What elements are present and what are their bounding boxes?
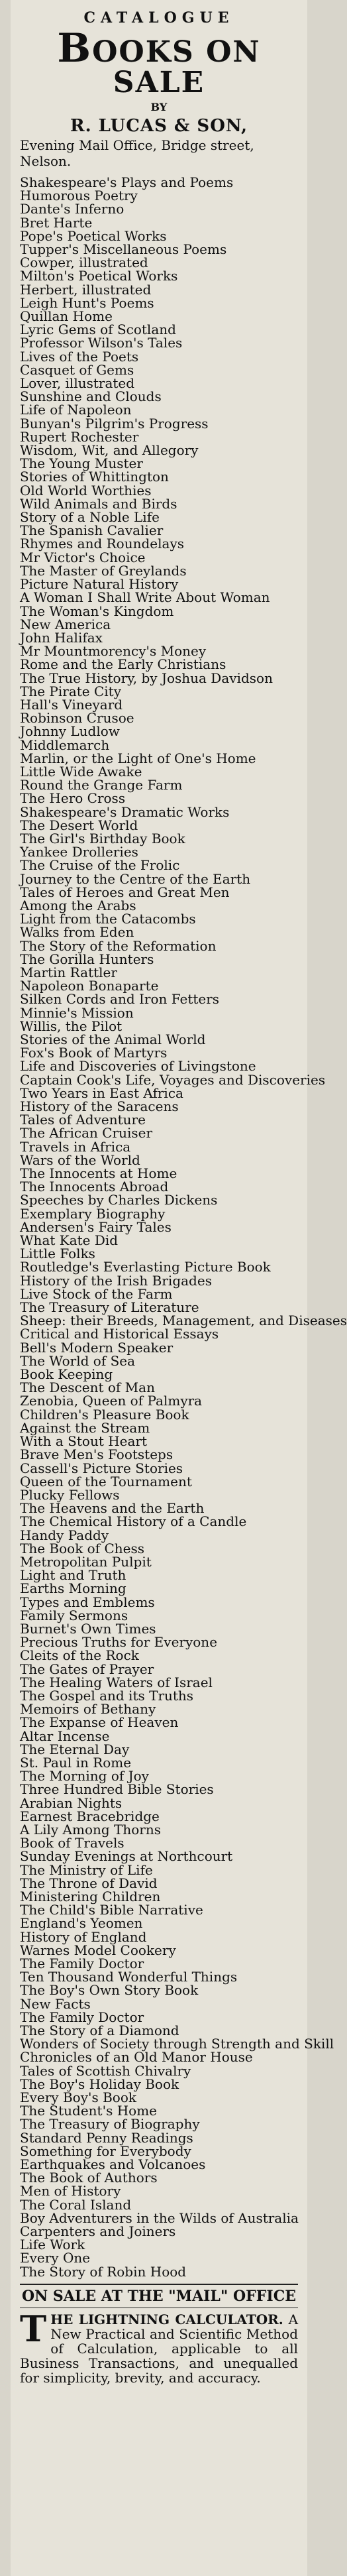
book-title: The Story of the Reformation: [20, 937, 217, 954]
drop-cap: T: [20, 2307, 47, 2350]
book-title: The Chemical History of a Candle: [20, 1513, 247, 1530]
book-title: Routledge's Everlasting Picture Book: [20, 1259, 271, 1275]
book-title: Men of History: [20, 2183, 121, 2199]
book-title: Live Stock of the Farm: [20, 1285, 173, 1302]
book-title: Shakespeare's Plays and Poems: [20, 174, 234, 190]
book-title: Zenobia, Queen of Palmyra: [20, 1393, 203, 1409]
book-title: Willis, the Pilot: [20, 1018, 123, 1034]
book-title-list: [20, 174, 347, 2280]
book-title: Tupper's Miscellaneous Poems: [20, 241, 227, 258]
calculator-advert: [20, 2307, 299, 2386]
book-title: The Descent of Man: [20, 1379, 155, 1396]
catalogue-heading: CATALOGUE: [83, 9, 234, 27]
book-title: Herbert, illustrated: [20, 281, 152, 298]
book-title: Cowper, illustrated: [20, 255, 148, 271]
book-title: John Halifax: [20, 629, 103, 646]
book-title: The Innocents at Home: [20, 1165, 177, 1182]
book-title: The Innocents Abroad: [20, 1179, 169, 1195]
book-title: Cassell's Picture Stories: [20, 1460, 183, 1476]
book-title: Cleits of the Rock: [20, 1647, 139, 1664]
publisher-name: R. LUCAS & SON,: [70, 116, 248, 136]
book-title: Rhymes and Roundelays: [20, 536, 185, 552]
book-title: Handy Paddy: [20, 1527, 109, 1543]
book-title: Pope's Poetical Works: [20, 227, 167, 244]
book-title: Little Folks: [20, 1246, 95, 1262]
book-title: Altar Incense: [20, 1727, 110, 1744]
book-title: The Treasury of Literature: [20, 1299, 199, 1316]
book-title: The Ministry of Life: [20, 1861, 153, 1878]
book-title: Plucky Fellows: [20, 1486, 120, 1503]
book-title: Every One: [20, 2250, 91, 2266]
book-title: New America: [20, 616, 111, 632]
book-title: The Gorilla Hunters: [20, 951, 154, 967]
books-on-sale-heading: BOOKS ON SALE: [57, 25, 261, 99]
book-title: Earthquakes and Volcanoes: [20, 2156, 206, 2173]
book-title: The Family Doctor: [20, 2009, 144, 2025]
book-title: Family Sermons: [20, 1607, 128, 1623]
book-title: Travels in Africa: [20, 1138, 131, 1155]
book-title: Every Boy's Book: [20, 2089, 137, 2106]
book-title: The Child's Bible Narrative: [20, 1902, 203, 1918]
book-title: Captain Cook's Life, Voyages and Discoveries: [20, 1071, 326, 1088]
book-title: Exemplary Biography: [20, 1205, 166, 1222]
book-title: A Woman I Shall Write About Woman: [20, 589, 270, 606]
book-title: Andersen's Fairy Tales: [20, 1218, 172, 1235]
book-title: Silken Cords and Iron Fetters: [20, 991, 220, 1008]
book-title: The Hero Cross: [20, 790, 126, 807]
book-title: Yankee Drolleries: [20, 844, 138, 860]
book-title: The African Cruiser: [20, 1125, 153, 1142]
book-title: Light from the Catacombs: [20, 911, 196, 927]
book-title: Ministering Children: [20, 1889, 161, 1904]
book-title: Boy Adventurers in the Wilds of Australia: [20, 2209, 299, 2226]
book-title: The Gates of Prayer: [20, 1661, 154, 1677]
book-title: Tales of Adventure: [20, 1112, 146, 1128]
book-title: Book of Travels: [20, 1835, 124, 1851]
book-title: Lyric Gems of Scotland: [20, 322, 176, 338]
book-title: Round the Grange Farm: [20, 777, 183, 793]
book-title: The Cruise of the Frolic: [20, 857, 180, 874]
book-title: A Lily Among Thorns: [20, 1821, 161, 1838]
book-title: The Treasury of Biography: [20, 2116, 200, 2133]
book-title: History of England: [20, 1928, 147, 1945]
book-title: The Woman's Kingdom: [20, 603, 174, 619]
book-title: The Morning of Joy: [20, 1768, 149, 1785]
book-title: The Coral Island: [20, 2196, 132, 2213]
book-title: Middlemarch: [20, 736, 110, 753]
book-title: Shakespeare's Dramatic Works: [20, 803, 230, 820]
book-title: The Spanish Cavalier: [20, 522, 164, 539]
book-title: Lives of the Poets: [20, 348, 139, 365]
book-title: The Young Muster: [20, 455, 143, 472]
calculator-title: HE LIGHTNING CALCULATOR.: [50, 2311, 283, 2327]
book-title: Wars of the World: [20, 1151, 140, 1168]
book-title: Mr Mountmorency's Money: [20, 643, 207, 660]
book-title: The Family Doctor: [20, 1956, 144, 1972]
book-title: Precious Truths for Everyone: [20, 1634, 218, 1651]
book-title: Picture Natural History: [20, 576, 179, 593]
book-title: Fox's Book of Martyrs: [20, 1045, 168, 1061]
book-title: Hall's Vineyard: [20, 696, 123, 713]
book-title: Johnny Ludlow: [20, 723, 120, 740]
book-title: Light and Truth: [20, 1567, 126, 1584]
book-title: Stories of the Animal World: [20, 1031, 206, 1047]
book-title: Napoleon Bonaparte: [20, 978, 159, 994]
book-title: The Book of Authors: [20, 2170, 158, 2186]
book-title: Book Keeping: [20, 1366, 113, 1383]
book-title: Memoirs of Bethany: [20, 1701, 156, 1718]
book-title: Life Work: [20, 2237, 85, 2253]
book-title: Standard Penny Readings: [20, 2129, 193, 2146]
book-title: Speeches by Charles Dickens: [20, 1192, 218, 1208]
book-title: The Book of Chess: [20, 1540, 145, 1556]
book-title: The Healing Waters of Israel: [20, 1674, 213, 1690]
publisher-address: Evening Mail Office, Bridge street, Nelson.: [20, 137, 254, 169]
book-title: The Boy's Own Story Book: [20, 1982, 199, 1999]
book-title: Martin Rattler: [20, 964, 117, 980]
book-title: Among the Arabs: [20, 897, 136, 913]
book-title: Against the Stream: [20, 1419, 150, 1436]
book-title: Sheep: their Breeds, Management, and Diseases: [20, 1313, 347, 1329]
book-title: The Boy's Holiday Book: [20, 2076, 179, 2092]
book-title: Ten Thousand Wonderful Things: [20, 1969, 238, 1985]
book-title: Bunyan's Pilgrim's Progress: [20, 415, 209, 432]
book-title: St. Paul in Rome: [20, 1754, 132, 1771]
book-title: The Heavens and the Earth: [20, 1500, 205, 1517]
book-title: Earths Morning: [20, 1580, 126, 1597]
book-title: Children's Pleasure Book: [20, 1406, 189, 1423]
book-title: Life of Napoleon: [20, 402, 132, 418]
book-title: With a Stout Heart: [20, 1433, 148, 1450]
on-sale-notice: ON SALE AT THE "MAIL" OFFICE: [21, 2287, 296, 2305]
book-title: The Desert World: [20, 817, 138, 833]
book-title: New Facts: [20, 1995, 91, 2012]
book-title: Leigh Hunt's Poems: [20, 294, 154, 311]
book-title: Casquet of Gems: [20, 361, 134, 378]
section-rule-top: [20, 2284, 298, 2285]
book-title: What Kate Did: [20, 1232, 119, 1249]
book-title: Tales of Heroes and Great Men: [20, 884, 230, 900]
book-title: Sunshine and Clouds: [20, 388, 162, 405]
book-title: Milton's Poetical Works: [20, 268, 178, 284]
book-title: Life and Discoveries of Livingstone: [20, 1058, 256, 1075]
book-title: The Master of Greylands: [20, 562, 187, 579]
book-title: Wonders of Society through Strength and Skill: [20, 2036, 334, 2052]
book-title: History of the Irish Brigades: [20, 1272, 212, 1289]
book-title: Tales of Scottish Chivalry: [20, 2062, 191, 2079]
book-title: Carpenters and Joiners: [20, 2223, 176, 2240]
book-title: History of the Saracens: [20, 1098, 179, 1115]
book-title: Arabian Nights: [20, 1794, 123, 1811]
book-title: Minnie's Mission: [20, 1004, 134, 1021]
book-title: The World of Sea: [20, 1352, 136, 1369]
book-title: Robinson Crusoe: [20, 710, 134, 727]
book-title: Burnet's Own Times: [20, 1620, 156, 1637]
book-title: The Story of a Diamond: [20, 2022, 179, 2039]
book-title: Bell's Modern Speaker: [20, 1339, 174, 1356]
book-title: Three Hundred Bible Stories: [20, 1781, 214, 1798]
book-title: Story of a Noble Life: [20, 509, 160, 526]
book-title: Wild Animals and Birds: [20, 495, 177, 512]
book-title: Rome and the Early Christians: [20, 656, 226, 673]
book-title: Little Wide Awake: [20, 763, 142, 780]
book-title: The Pirate City: [20, 683, 122, 699]
book-title: Professor Wilson's Tales: [20, 335, 183, 351]
book-title: Old World Worthies: [20, 482, 152, 498]
book-title: Types and Emblems: [20, 1594, 155, 1610]
book-title: Warnes Model Cookery: [20, 1942, 176, 1958]
book-title: The Eternal Day: [20, 1741, 130, 1757]
book-title: Walks from Eden: [20, 924, 134, 941]
book-title: Metropolitan Pulpit: [20, 1553, 152, 1570]
book-title: Dante's Inferno: [20, 201, 124, 217]
calculator-description: A New Practical and Scientific Method of Calculation, applicable to all Business Transactions, and unequalled for simplicity, brevity, and accuracy.: [20, 2311, 299, 2386]
book-title: Journey to the Centre of the Earth: [20, 870, 251, 887]
book-title: Mr Victor's Choice: [20, 549, 146, 565]
book-title: Rupert Rochester: [20, 428, 139, 445]
by-line: BY: [150, 101, 168, 113]
book-title: Something for Everybody: [20, 2142, 191, 2159]
book-title: Critical and Historical Essays: [20, 1326, 219, 1342]
book-title: Two Years in East Africa: [20, 1084, 183, 1101]
book-title: Lover, illustrated: [20, 375, 135, 392]
book-title: The Throne of David: [20, 1875, 158, 1891]
book-title: Bret Harte: [20, 214, 93, 231]
book-title: Quillan Home: [20, 308, 113, 325]
book-title: Sunday Evenings at Northcourt: [20, 1848, 233, 1865]
book-title: The Gospel and its Truths: [20, 1687, 194, 1704]
book-title: The True History, by Joshua Davidson: [20, 670, 273, 686]
book-title: The Student's Home: [20, 2103, 157, 2119]
book-title: The Story of Robin Hood: [20, 2263, 187, 2280]
book-title: Queen of the Tournament: [20, 1473, 192, 1490]
book-title: Humorous Poetry: [20, 188, 138, 204]
book-title: Wisdom, Wit, and Allegory: [20, 442, 199, 459]
book-title: The Expanse of Heaven: [20, 1714, 179, 1731]
book-title: The Girl's Birthday Book: [20, 830, 185, 847]
newspaper-column: [11, 0, 347, 2576]
book-title: Earnest Bracebridge: [20, 1808, 160, 1824]
book-title: Brave Men's Footsteps: [20, 1446, 174, 1463]
book-title: Stories of Whittington: [20, 469, 169, 485]
book-title: Chronicles of an Old Manor House: [20, 2049, 253, 2066]
book-title: Marlin, or the Light of One's Home: [20, 750, 256, 766]
book-title: England's Yeomen: [20, 1915, 143, 1932]
